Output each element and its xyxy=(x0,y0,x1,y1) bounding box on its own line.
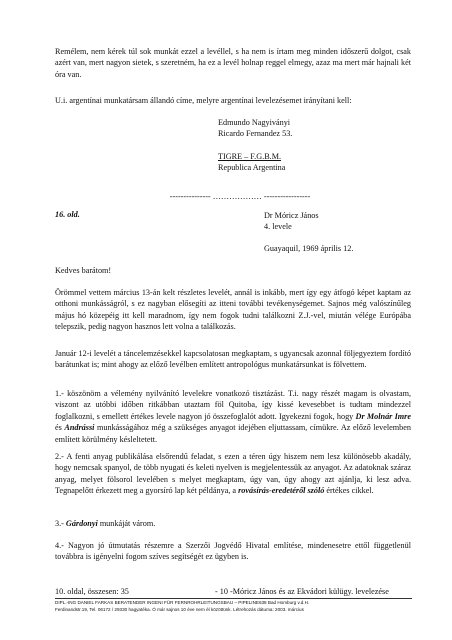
closing-paragraph: Remélem, nem kérek túl sok munkát ezzel a levéllel, s ha nem is írtam meg minden időszerű dolgot, csak azért van, mert nagyon sietek, s szeretném, ha ez a levél holnap reggel elmegy, azaz ma mert már hajnali két óra van. xyxy=(55,47,411,79)
paragraph-january-letter: Január 12-i levelét a táncelemzésekkel kapcsolatosan megkaptam, s ugyancsak azonnal följegyeztem fordító barátunkat is; mint ahogy az előző levélben említett antropológus munkatársunkat is fölvettem. xyxy=(55,349,411,370)
footer-page-count: 10. oldal, összesen: 35 xyxy=(55,587,129,596)
page-reference: 16. old. xyxy=(55,210,80,219)
person-name-gardonyi: Gárdonyi xyxy=(65,519,98,528)
salutation: Kedves barátom! xyxy=(55,266,112,275)
paragraph-point-2: 2.- A fenti anyag publikálása elsőrendű feladat, s ezen a téren úgy hiszem nem lesz különösebb akadály, hogy nemcsak spanyol, de több nyugati és keleti nyelven is megjelentessük az anyagot. Az adatoknak száraz anyag, melyet fölsorol levelében s melyet megkaptam, úgy van, úgy ahogy azt ajánlja, ki lesz adva. Tegnapelőtt érkezett meg a gyorsíró lap két példánya, a rovásírás-eredetéről szóló értékes cikkel. xyxy=(55,452,411,496)
address-line-2: Ricardo Fernandez 53. xyxy=(218,129,293,138)
letter-place-date: Guayaquil, 1969 április 12. xyxy=(264,244,354,253)
paragraph-intro: Örömmel vettem március 13-án kelt részletes levelét, annál is inkább, mert így egy átfogó képet kaptam az otthoni munkásságról, s ez nagyban elősegíti az itteni további tevékenységemet. Sajnos még valószínűleg május hó közepéig itt kell maradnom, így nem fogok tudni találkozni Z.J.-vel, miután vélége Európába telepszik, pedig nagyon hasznos lett volna a találkozás. xyxy=(55,288,411,332)
footer-imprint-line-2: Ferdinandstr.19, Tel. 06172 / 29330 hagyatéka. Ó már sajnos 10 éve nem él közöttünk. Létrehozás dátuma: 2003. március xyxy=(55,607,304,612)
address-line-3: TIGRE – F.G.B.M. xyxy=(218,152,282,161)
paragraph-point-4: 4.- Nagyon jó útmutatás részemre a Szerzői Jogvédő Hivatal említése, mindenesetre ettől függetlenül továbbra is igényelni fogom szíves segítségét ez ügyben is. xyxy=(55,541,411,562)
address-line-1: Edmundo Nagyiványi xyxy=(218,118,291,127)
person-name-molnar: Dr Molnár Imre xyxy=(355,411,411,421)
person-name-andrassi: Andrássi xyxy=(64,423,95,433)
paragraph-point-1: 1.- köszönöm a vélemény nyilvánító levelekre vonatkozó tisztázást. T.i. nagy részét magam is olvastam, viszont az utóbbi időben ritkábban utaztam föl Quitoba, így kissé kevesebbet is tudtam mindezzel foglalkozni, s emellett értékes levele nagyon jó összefoglalót adott. Igyekezni fogok, hogy Dr Molnár Imre és Andrássi munkásságához még a szükséges anyagot idejében eljuttassam, címükre. Az előző levelemben említett körülmény késleltetett. xyxy=(55,389,411,444)
section-separator: --------------- ……………… ----------------- xyxy=(169,192,311,201)
footer-rule xyxy=(55,598,412,599)
letter-number: 4. levele xyxy=(264,222,292,231)
paragraph-point-3: 3.- Gárdonyi munkáját várom. xyxy=(55,519,156,528)
address-line-4: Republica Argentina xyxy=(218,163,286,172)
letter-author: Dr Móricz János xyxy=(264,211,319,220)
footer-title: - 10 -Móricz János és az Ekvádori külügy. levelezése xyxy=(215,587,389,596)
postscript-paragraph: U.i. argentínai munkatársam állandó címe, melyre argentínai levelezésemet irányítani kell: xyxy=(55,96,352,105)
footer-imprint-line-1: DIPL.-ING DANIEL FARKAS BERATENDER INGENI FÜR FERNROHRLEITUNGSBAU – PIPELINE638 Bad Homburg v.d.H. xyxy=(55,600,310,605)
article-title: rovásírás-eredetéről szóló xyxy=(238,486,325,496)
